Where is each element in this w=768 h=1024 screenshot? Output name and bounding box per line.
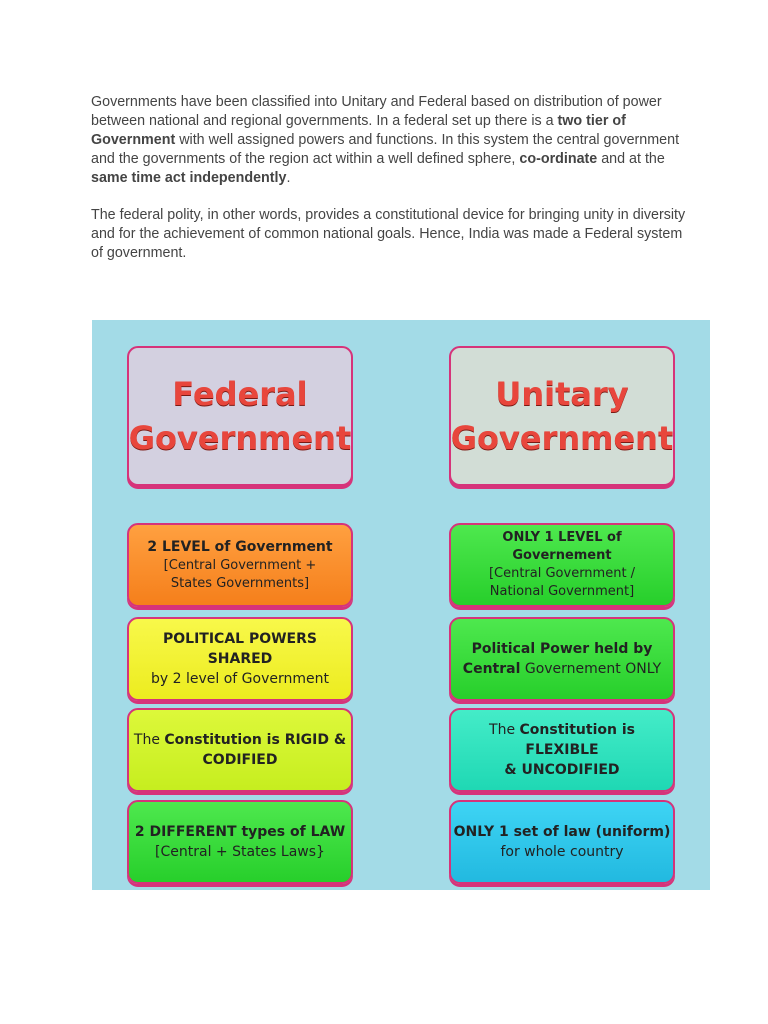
federal-row-constitution bbox=[127, 708, 353, 792]
row-text: [Central Government / National Government] bbox=[488, 566, 636, 599]
unitary-row-levels bbox=[449, 523, 675, 607]
row-bold-text: 2 DIFFERENT types of LAW bbox=[134, 824, 346, 840]
row-bold-text: CODIFIED bbox=[202, 752, 278, 768]
comparison-figure bbox=[92, 320, 710, 890]
intro-paragraph-2: The federal polity, in other words, provides a constitutional device for bringing unity in diversity and for the achievement of common national goals. Hence, India was made a Federal system of government. bbox=[91, 207, 686, 261]
unitary-row-constitution bbox=[449, 708, 675, 792]
unitary-header-box bbox=[449, 346, 675, 486]
row-line bbox=[463, 659, 661, 679]
row-bold-text: Political Power held by bbox=[471, 641, 653, 657]
federal-title-line1: Federal bbox=[172, 375, 308, 413]
row-text: [Central Government + States Governments] bbox=[163, 558, 317, 591]
bold-text: co-ordinate bbox=[519, 151, 598, 167]
row-bold-text: Central bbox=[462, 661, 521, 677]
text-span: . bbox=[286, 170, 291, 186]
row-line bbox=[451, 720, 673, 760]
text-span: with well assigned powers and functions. In this system the central government and the governments of the region act within a well defined sphere, bbox=[91, 132, 680, 167]
row-bold-text: & UNCODIFIED bbox=[504, 762, 620, 778]
row-text: [Central + States Laws} bbox=[155, 844, 325, 860]
row-text: Governement ONLY bbox=[520, 661, 662, 677]
federal-title-line2: Government bbox=[128, 419, 352, 457]
federal-header-box bbox=[127, 346, 353, 486]
bold-text: two tier of Government bbox=[91, 113, 626, 148]
federal-row-levels bbox=[127, 523, 353, 607]
row-bold-text: Constitution is FLEXIBLE bbox=[519, 722, 635, 758]
row-bold-text: 2 LEVEL of Government bbox=[147, 539, 333, 555]
text-span: Governments have been classified into Unitary and Federal based on distribution of power between national and regional governments. In a federal set up there is a bbox=[91, 94, 662, 129]
row-bold-text: Constitution is RIGID & bbox=[164, 732, 347, 748]
bold-text: same time act independently bbox=[91, 170, 287, 186]
unitary-row-law bbox=[449, 800, 675, 884]
intro-paragraph-1 bbox=[91, 93, 691, 188]
unitary-row-powers bbox=[449, 617, 675, 701]
row-bold-text: ONLY 1 LEVEL of Governement bbox=[502, 530, 622, 563]
row-text: for whole country bbox=[500, 844, 624, 860]
row-text: by 2 level of Government bbox=[151, 671, 329, 687]
federal-row-powers bbox=[127, 617, 353, 701]
row-line bbox=[134, 730, 346, 750]
text-span: and at the bbox=[597, 151, 665, 167]
unitary-title-line2: Government bbox=[450, 419, 674, 457]
row-bold-text: POLITICAL POWERS SHARED bbox=[163, 631, 317, 667]
row-text: The bbox=[133, 732, 165, 748]
row-text: The bbox=[489, 722, 520, 738]
row-bold-text: ONLY 1 set of law (uniform) bbox=[453, 824, 671, 840]
unitary-title-line1: Unitary bbox=[495, 375, 629, 413]
federal-row-law bbox=[127, 800, 353, 884]
